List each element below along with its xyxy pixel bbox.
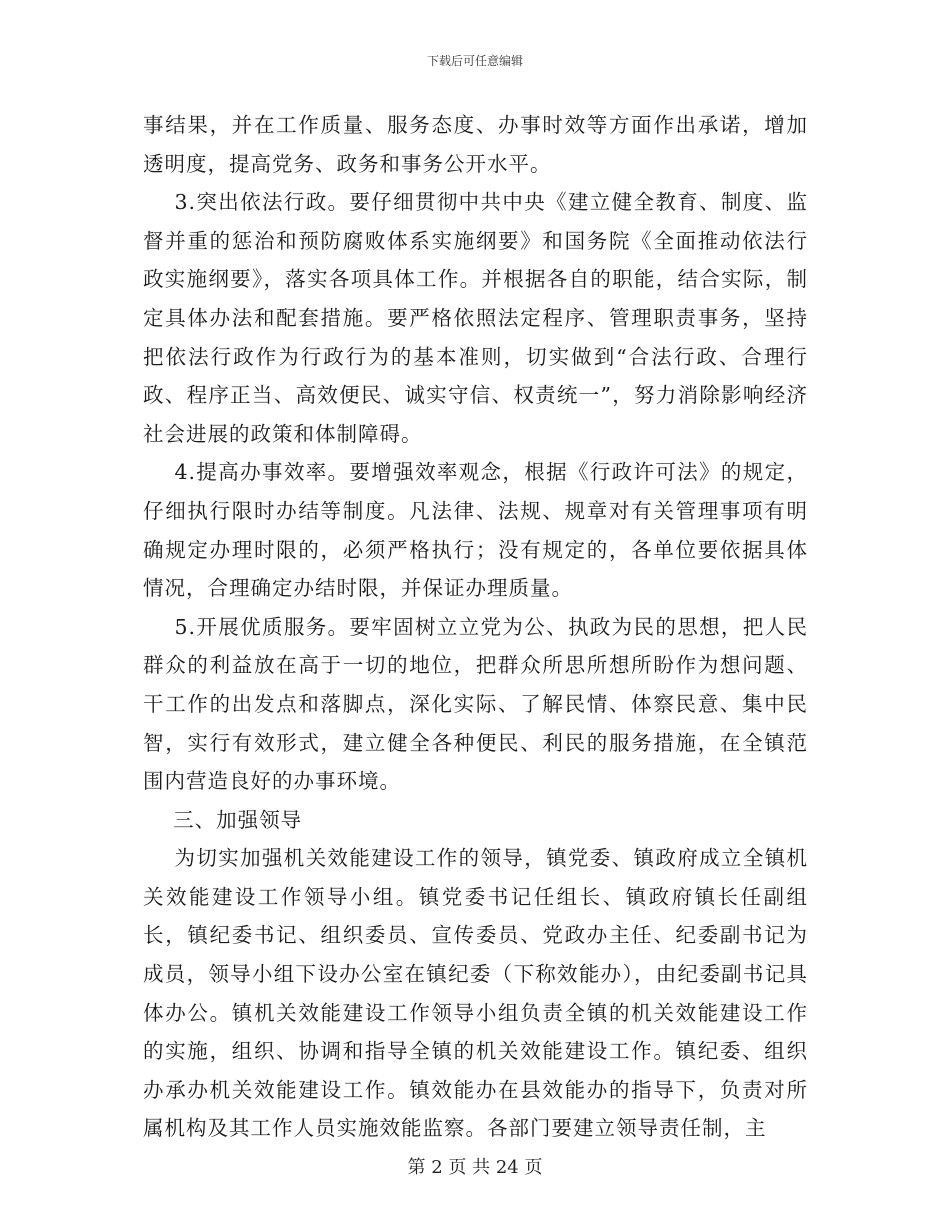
paragraph-leadership: 为切实加强机关效能建设工作的领导，镇党委、镇政府成立全镇机关效能建设工作领导小组。镇党委书记任组长、镇政府镇长任副组长，镇纪委书记、组织委员、宣传委员、党政办主任、纪委副书记为成员，领导小组下设办公室在镇纪委（下称效能办），由纪委副书记具体办公。镇机关效能建设工作领导小组负责全镇的机关效能建设工作的实施，组织、协调和指导全镇的机关效能建设工作。镇纪委、组织办承办机关效能建设工作。镇效能办在县效能办的指导下，负责对所属机构及其工作人员实施效能监察。各部门要建立领导责任制，主 bbox=[143, 846, 808, 1141]
paragraph-item-3: 3.突出依法行政。要仔细贯彻中共中央《建立健全教育、制度、监督并重的惩治和预防腐败体系实施纲要》和国务院《全面推动依法行政实施纲要》，落实各项具体工作。并根据各自的职能，结合实际，制定具体办法和配套措施。要严格依照法定程序、管理职责事务，坚持把依法行政作为行政行为的基本准则，切实做到“合法行政、合理行政、程序正当、高效便民、诚实守信、权责统一”，努力消除影响经济社会进展的政策和体制障碍。 bbox=[143, 190, 808, 446]
section-heading: 三、加强领导 bbox=[143, 807, 303, 832]
page-header: 下载后可任意编辑 bbox=[426, 54, 523, 68]
paragraph-item-4: 4.提高办事效率。要增强效率观念，根据《行政许可法》的规定，仔细执行限时办结等制度。凡法律、法规、规章对有关管理事项有明确规定办理时限的，必须严格执行；没有规定的，各单位要依据具体情况，合理确定办结时限，并保证办理质量。 bbox=[143, 460, 808, 601]
paragraph-item-5: 5.开展优质服务。要牢固树立立党为公、执政为民的思想，把人民群众的利益放在高于一切的地位，把群众所思所想所盼作为想问题、干工作的出发点和落脚点，深化实际、了解民情、体察民意、集中民智，实行有效形式，建立健全各种便民、利民的服务措施，在全镇范围内营造良好的办事环境。 bbox=[143, 614, 808, 794]
page-footer: 第 2 页 共 24 页 bbox=[407, 1157, 543, 1178]
document-body bbox=[143, 106, 808, 1148]
paragraph-continued: 事结果，并在工作质量、服务态度、办事时效等方面作出承诺，增加透明度，提高党务、政务和事务公开水平。 bbox=[143, 113, 808, 176]
